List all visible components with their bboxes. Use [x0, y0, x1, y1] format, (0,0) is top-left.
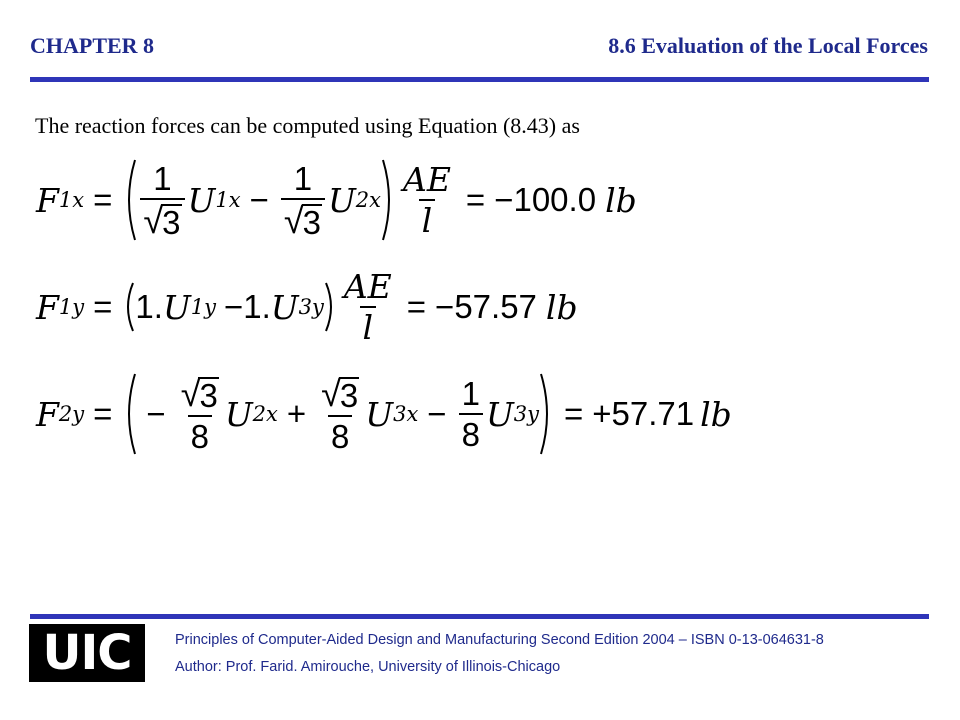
eq3-u3: U: [485, 394, 514, 434]
chapter-heading: CHAPTER 8: [30, 33, 155, 58]
eq3-coef1-rad: 3: [199, 376, 218, 414]
eq1-u2-sub: 2x: [355, 188, 381, 212]
eq1-equals2: =: [465, 181, 486, 218]
eq1-lhs: F: [36, 180, 59, 220]
sqrt-icon: √: [283, 199, 304, 241]
sqrt-icon: √: [321, 372, 341, 414]
eq3-coef1-num: [178, 372, 222, 415]
eq3-u1-sub: 2x: [252, 402, 278, 426]
eq2-coef2: −1.: [224, 288, 271, 325]
eq2-equals2: =: [406, 288, 427, 325]
eq1-u1-sub: 1x: [215, 188, 241, 212]
eq1-unit: lb: [605, 180, 637, 220]
eq3-lhs-sub: 2y: [58, 402, 85, 426]
footer-book-info: Principles of Computer-Aided Design and Manufacturing Second Edition 2004 – ISBN 0-13-064631-8: [175, 632, 824, 648]
eq1-factor-num: AE: [403, 160, 451, 199]
eq3-bracket-group: [121, 372, 555, 456]
eq1-coef2-rad: 3: [302, 203, 321, 241]
sqrt-icon: √: [180, 372, 201, 414]
eq3-coef2-num: [318, 372, 362, 415]
equation-f1x: [36, 158, 637, 242]
footer-divider: [30, 614, 929, 619]
eq2-lhs-sub: 1y: [58, 295, 85, 319]
eq2-u2: U: [270, 287, 299, 327]
eq1-lhs-sub: 1x: [58, 188, 85, 212]
eq3-coef2-den: 8: [328, 415, 352, 453]
eq1-factor-den: l: [419, 199, 436, 237]
eq3-result: +57.71: [592, 395, 695, 432]
eq1-u2: U: [327, 180, 356, 220]
eq2-result: −57.57: [435, 288, 537, 325]
eq2-coef1: 1.: [135, 288, 163, 325]
eq2-lhs: F: [36, 287, 59, 327]
eq2-factor-num: AE: [343, 267, 392, 306]
eq1-u1: U: [187, 180, 216, 220]
eq1-coef1-num: 1: [153, 159, 172, 197]
eq1-left-paren-icon: [121, 158, 137, 242]
eq3-coef2-rad: 3: [339, 376, 359, 414]
eq3-coef2: [318, 372, 362, 455]
eq3-right-paren-icon: [539, 372, 555, 456]
sqrt-icon: √: [143, 199, 164, 241]
section-heading: 8.6 Evaluation of the Local Forces: [608, 33, 928, 58]
footer-author: Author: Prof. Farid. Amirouche, University of Illinois-Chicago: [175, 659, 561, 675]
eq1-coef1-rad: 3: [162, 203, 181, 241]
eq3-left-paren-icon: [121, 372, 137, 456]
eq3-coef1-den: 8: [188, 415, 212, 453]
eq2-u1-sub: 1y: [190, 295, 216, 319]
equation-f1y: [36, 267, 578, 347]
header-divider: [30, 77, 929, 82]
eq3-unit: lb: [700, 394, 732, 434]
eq1-minus: −: [249, 181, 269, 218]
eq3-u3-sub: 3y: [513, 402, 539, 426]
eq2-u1: U: [162, 287, 191, 327]
eq1-coef1-den: [140, 198, 184, 239]
eq2-left-paren-icon: [121, 281, 135, 333]
eq3-equals2: =: [563, 395, 584, 432]
eq3-coef3-den: 8: [459, 413, 483, 451]
intro-text: The reaction forces can be computed using Equation (8.43) as: [35, 113, 580, 138]
eq1-coef2-num: 1: [293, 159, 313, 197]
eq3-sign2: +: [286, 395, 307, 432]
eq2-equals: =: [93, 288, 113, 325]
eq2-factor-den: l: [360, 306, 377, 344]
eq3-coef1: [178, 372, 222, 455]
eq3-sign3: −: [427, 395, 447, 432]
eq1-coef2: [281, 159, 325, 241]
uic-logo: UIC: [29, 624, 145, 682]
eq2-bracket-group: [121, 281, 337, 333]
eq1-coef2-den: [281, 198, 325, 239]
eq3-coef3: [459, 377, 483, 451]
eq2-u2-sub: 3y: [298, 295, 324, 319]
eq3-u2-sub: 3x: [393, 402, 419, 426]
eq1-equals: =: [93, 181, 113, 218]
eq2-right-paren-icon: [324, 281, 338, 333]
eq1-factor: [400, 160, 454, 240]
eq1-result: −100.0: [494, 181, 597, 218]
eq1-right-paren-icon: [381, 158, 397, 242]
eq3-sign1: −: [146, 395, 166, 432]
eq2-factor: [341, 267, 395, 347]
eq3-u1: U: [224, 394, 253, 434]
eq2-unit: lb: [545, 287, 578, 327]
eq1-bracket-group: [121, 158, 397, 242]
equation-f2y: [36, 372, 732, 456]
eq3-coef3-num: 1: [461, 375, 480, 412]
eq3-lhs: F: [36, 394, 59, 434]
eq3-equals: =: [93, 395, 113, 432]
eq1-coef1: [140, 159, 184, 241]
eq3-u2: U: [365, 394, 394, 434]
